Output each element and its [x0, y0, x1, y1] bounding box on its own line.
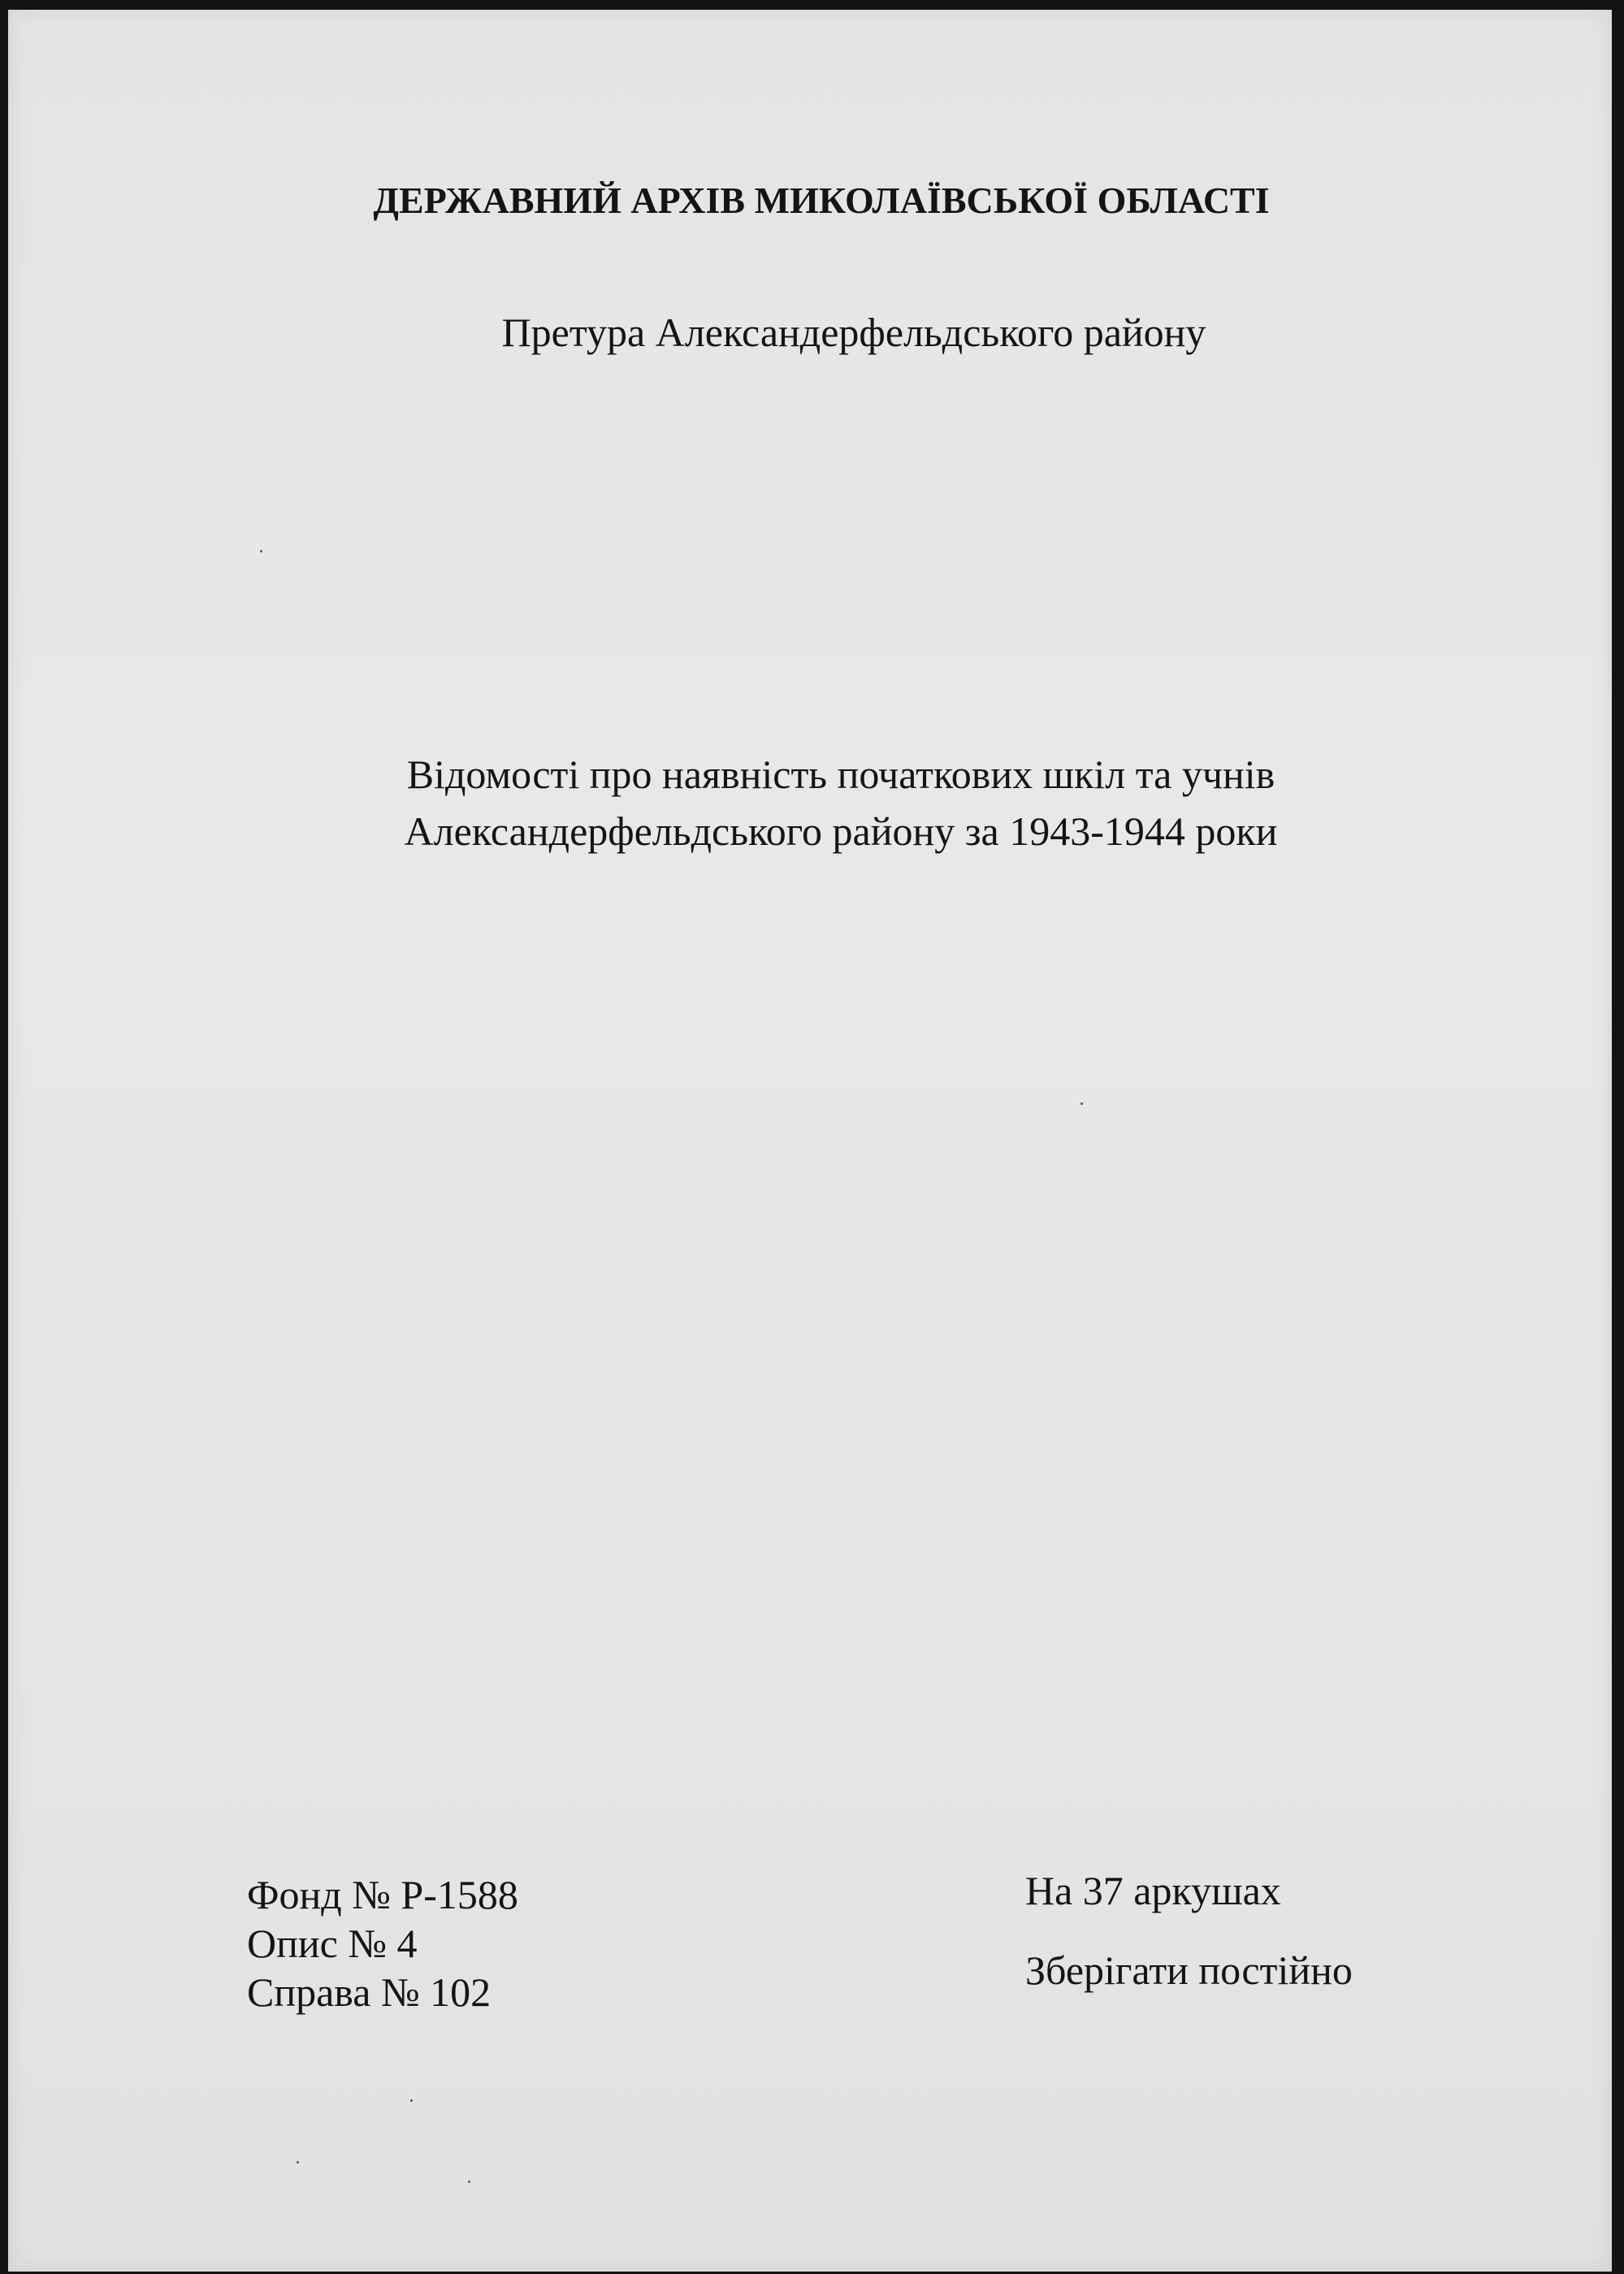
fond-number: Фонд № Р-1588 [247, 1872, 518, 1917]
sheet-count: На 37 аркушах [1025, 1868, 1281, 1913]
paper-speck [1081, 1102, 1083, 1105]
institution-name: Претура Александерфельдського району [501, 310, 1206, 355]
paper-speck [410, 2099, 413, 2102]
paper-speck [297, 2161, 299, 2164]
paper-speck [468, 2181, 470, 2183]
storage-period: Зберігати постійно [1025, 1947, 1353, 1993]
case-reference-block [247, 1870, 518, 2016]
paper-speck [260, 550, 262, 552]
case-description-line-2: Александерфельдського району за 1943-1944 роки [404, 808, 1278, 854]
sheet-count-block [1025, 1867, 1353, 1994]
archive-name-heading: ДЕРЖАВНИЙ АРХІВ МИКОЛАЇВСЬКОЇ ОБЛАСТІ [373, 180, 1270, 221]
case-description [39, 746, 1624, 860]
opys-number: Опис № 4 [247, 1921, 418, 1966]
document-page [8, 10, 1612, 2272]
sprava-number: Справа № 102 [247, 1969, 492, 2015]
case-description-line-1: Відомості про наявність початкових шкіл та учнів [406, 752, 1275, 797]
